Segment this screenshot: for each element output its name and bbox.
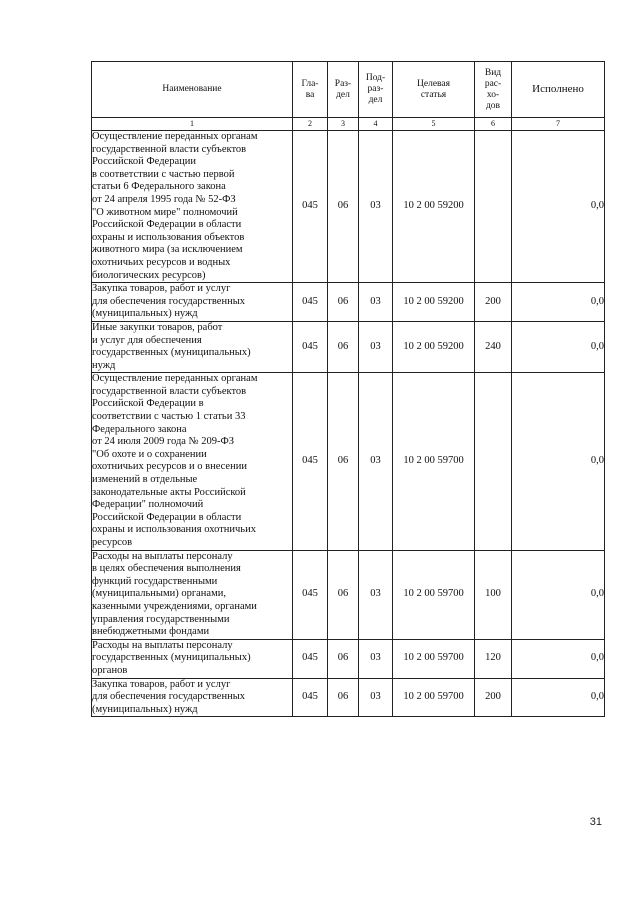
row-razdel: 06: [328, 678, 359, 717]
row-article: 10 2 00 59700: [393, 678, 475, 717]
row-article: 10 2 00 59200: [393, 283, 475, 322]
row-name: Расходы на выплаты персоналу в целях обеспечения выполнения функций государственными (муниципальными) органами, казенными учреждениями, органами управления государственными внебюджетными фондами: [92, 550, 293, 639]
row-glava: 045: [293, 639, 328, 678]
row-razdel: 06: [328, 321, 359, 372]
table-row: [92, 550, 605, 639]
column-number: 7: [512, 118, 605, 131]
header-name: Наименование: [92, 62, 293, 118]
table-row: [92, 678, 605, 717]
row-razdel: 06: [328, 283, 359, 322]
row-vid: 200: [475, 283, 512, 322]
row-razdel: 06: [328, 550, 359, 639]
row-glava: 045: [293, 283, 328, 322]
row-executed: 0,0: [512, 678, 605, 717]
row-executed: 0,0: [512, 373, 605, 550]
row-executed: 0,0: [512, 550, 605, 639]
header-razdel: Раз- дел: [328, 62, 359, 118]
row-podrazdel: 03: [359, 283, 393, 322]
row-podrazdel: 03: [359, 678, 393, 717]
table-row: [92, 639, 605, 678]
row-name: Осуществление переданных органам государственной власти субъектов Российской Федерации в соответствии с частью первой статьи 6 Федерального закона от 24 апреля 1995 года № 52-ФЗ "О животном мире" полномочий Российской Федерации в области охраны и использования объектов животного мира (за исключением охотничьих ресурсов и водных биологических ресурсов): [92, 131, 293, 283]
row-vid: 200: [475, 678, 512, 717]
row-podrazdel: 03: [359, 373, 393, 550]
table-row: [92, 131, 605, 283]
row-name: Иные закупки товаров, работ и услуг для обеспечения государственных (муниципальных) нужд: [92, 321, 293, 372]
table-row: [92, 321, 605, 372]
row-name: Закупка товаров, работ и услуг для обеспечения государственных (муниципальных) нужд: [92, 283, 293, 322]
column-number-row: [92, 118, 605, 131]
header-vid: Вид рас- хо- дов: [475, 62, 512, 118]
table-row: [92, 283, 605, 322]
row-article: 10 2 00 59200: [393, 321, 475, 372]
header-podrazdel: Под- раз- дел: [359, 62, 393, 118]
expenditure-table: [91, 61, 605, 717]
column-number: 4: [359, 118, 393, 131]
column-number: 5: [393, 118, 475, 131]
row-vid: [475, 131, 512, 283]
row-podrazdel: 03: [359, 550, 393, 639]
row-vid: 120: [475, 639, 512, 678]
page-number: 31: [589, 816, 602, 828]
column-number: 3: [328, 118, 359, 131]
column-number: 1: [92, 118, 293, 131]
row-vid: 100: [475, 550, 512, 639]
row-vid: [475, 373, 512, 550]
row-podrazdel: 03: [359, 639, 393, 678]
row-vid: 240: [475, 321, 512, 372]
row-article: 10 2 00 59700: [393, 373, 475, 550]
row-razdel: 06: [328, 131, 359, 283]
row-razdel: 06: [328, 639, 359, 678]
row-glava: 045: [293, 321, 328, 372]
row-name: Закупка товаров, работ и услуг для обеспечения государственных (муниципальных) нужд: [92, 678, 293, 717]
table-row: [92, 373, 605, 550]
row-podrazdel: 03: [359, 131, 393, 283]
row-article: 10 2 00 59700: [393, 639, 475, 678]
row-executed: 0,0: [512, 131, 605, 283]
row-executed: 0,0: [512, 639, 605, 678]
header-row: [92, 62, 605, 118]
column-number: 2: [293, 118, 328, 131]
row-glava: 045: [293, 131, 328, 283]
header-glava: Гла- ва: [293, 62, 328, 118]
row-podrazdel: 03: [359, 321, 393, 372]
row-name: Расходы на выплаты персоналу государственных (муниципальных) органов: [92, 639, 293, 678]
row-glava: 045: [293, 373, 328, 550]
row-glava: 045: [293, 678, 328, 717]
row-name: Осуществление переданных органам государственной власти субъектов Российской Федерации в соответствии с частью 1 статьи 33 Федерального закона от 24 июля 2009 года № 209-ФЗ "Об охоте и о сохранении охотничьих ресурсов и о внесении изменений в отдельные законодательные акты Российской Федерации" полномочий Российской Федерации в области охраны и использования охотничьих ресурсов: [92, 373, 293, 550]
header-article: Целевая статья: [393, 62, 475, 118]
row-razdel: 06: [328, 373, 359, 550]
column-number: 6: [475, 118, 512, 131]
row-executed: 0,0: [512, 283, 605, 322]
header-executed: Исполнено: [512, 62, 605, 118]
row-article: 10 2 00 59200: [393, 131, 475, 283]
row-executed: 0,0: [512, 321, 605, 372]
row-glava: 045: [293, 550, 328, 639]
row-article: 10 2 00 59700: [393, 550, 475, 639]
